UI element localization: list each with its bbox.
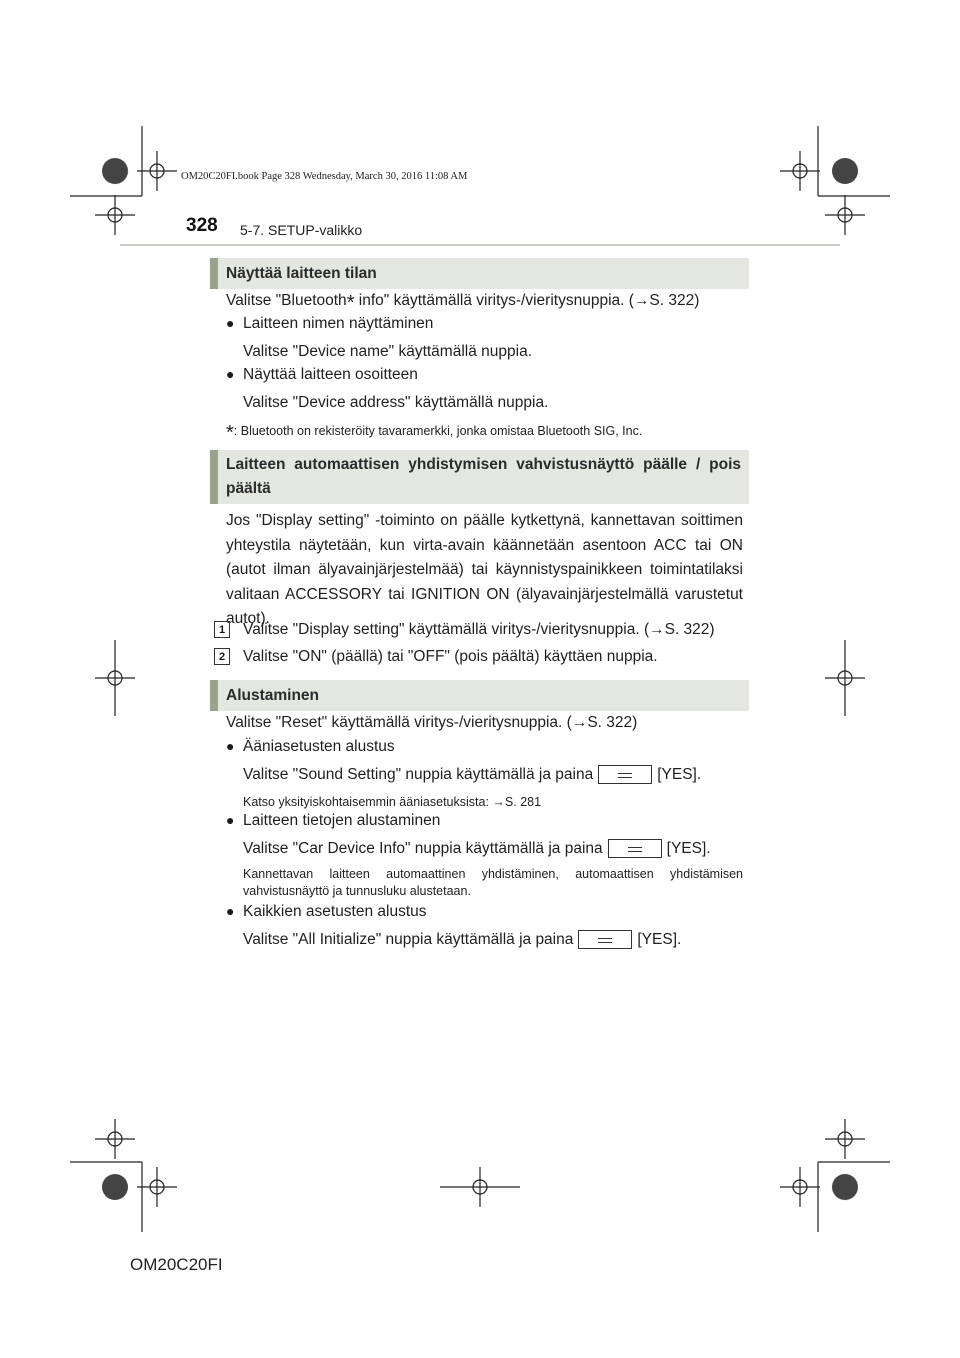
intro-line: Valitse "Bluetooth* info" käyttämällä viritys-/vieritysnuppia. (→S. 322) xyxy=(226,292,700,314)
black-circle-icon: ● xyxy=(226,315,235,331)
bullet-title: Kaikkien asetusten alustus xyxy=(243,903,427,920)
bullet-text: Valitse "Sound Setting" nuppia käyttämällä ja paina [YES]. xyxy=(243,766,702,783)
bullet-title: Näyttää laitteen osoitteen xyxy=(243,366,418,383)
step-text: Valitse "ON" (päällä) tai "OFF" (pois päältä) käyttäen nuppia. xyxy=(243,648,658,665)
bullet-text: Valitse "All Initialize" nuppia käyttämällä ja paina [YES]. xyxy=(243,931,682,948)
step-number: 1 xyxy=(214,621,230,638)
bullet-text: Valitse "Device address" käyttämällä nuppia. xyxy=(243,394,549,411)
enter-button-icon xyxy=(608,839,662,858)
enter-button-icon xyxy=(578,930,632,949)
bullet-title: Laitteen nimen näyttäminen xyxy=(243,315,434,332)
black-circle-icon: ● xyxy=(226,738,235,754)
black-circle-icon: ● xyxy=(226,366,235,382)
header-rule xyxy=(120,244,840,246)
page-reference[interactable]: →S. 322) xyxy=(571,714,638,731)
book-info: OM20C20FI.book Page 328 Wednesday, March 30, 2016 11:08 AM xyxy=(181,171,468,182)
page-reference[interactable]: →S. 322) xyxy=(633,292,700,309)
black-circle-icon: ● xyxy=(226,903,235,919)
note: Katso yksityiskohtaisemmin ääniasetuksista: →S. 281 xyxy=(243,795,542,809)
bullet-text: Valitse "Device name" käyttämällä nuppia. xyxy=(243,343,532,360)
page-reference[interactable]: →S. 322) xyxy=(649,621,715,638)
footnote: *: Bluetooth on rekisteröity tavaramerkki, jonka omistaa Bluetooth SIG, Inc. xyxy=(226,422,643,444)
bullet-text: Valitse "Car Device Info" nuppia käyttämällä ja paina [YES]. xyxy=(243,840,711,857)
step-text: Valitse "Display setting" käyttämällä viritys-/vieritysnuppia. (→S. 322) xyxy=(243,621,715,638)
section-title: 5-7. SETUP-valikko xyxy=(240,222,363,238)
step-number: 2 xyxy=(214,648,230,665)
black-circle-icon: ● xyxy=(226,812,235,828)
enter-button-icon xyxy=(598,765,652,784)
section-header-reset: Alustaminen xyxy=(210,680,749,711)
bullet-title: Laitteen tietojen alustaminen xyxy=(243,812,441,829)
page-number: 328 xyxy=(186,215,218,236)
section-header-auto-connect: Laitteen automaattisen yhdistymisen vahvistusnäyttö päälle / pois päältä xyxy=(210,450,749,504)
starburst-registration-icon xyxy=(102,158,858,1200)
section-header-device-status: Näyttää laitteen tilan xyxy=(210,258,749,289)
description-paragraph: Jos "Display setting" -toiminto on päälle kytkettynä, kannettavan soittimen yhteystila näytetään, kun virta-avain käännetään asentoon ACC tai ON (autot ilman älyavainjärjestelmää) tai käynnistyspainikkeen toimintatilaksi valitaan ACCESSORY tai IGNITION ON (älyavainjärjestelmällä varustetut autot). xyxy=(226,512,743,628)
note: Kannettavan laitteen automaattinen yhdistäminen, automaattisen yhdistämisen vahvistusnäyttö ja tunnusluku alustetaan. xyxy=(243,867,743,898)
bullet-title: Ääniasetusten alustus xyxy=(243,738,395,755)
footer-code: OM20C20FI xyxy=(130,1255,223,1274)
intro-line: Valitse "Reset" käyttämällä viritys-/vieritysnuppia. (→S. 322) xyxy=(226,714,638,731)
